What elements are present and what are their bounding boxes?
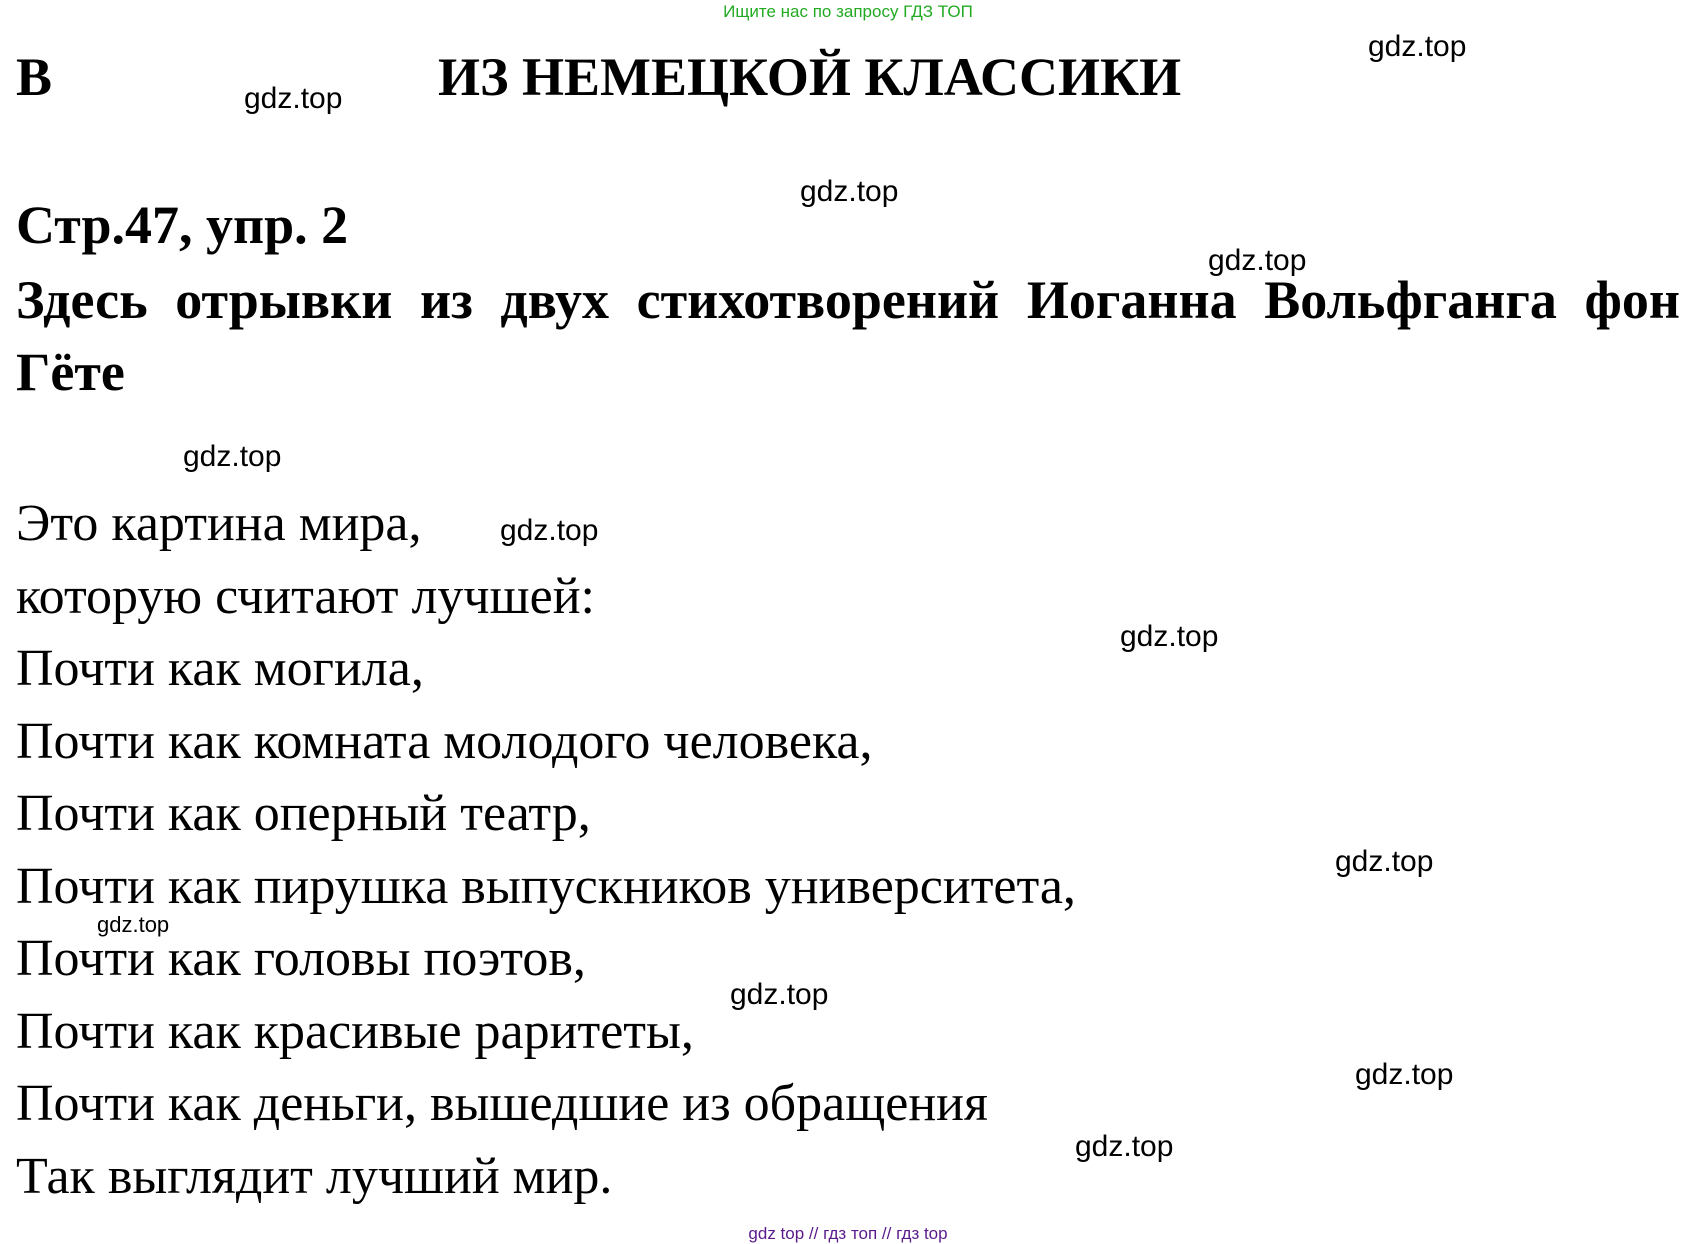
poem-line: Почти как могила,: [16, 640, 424, 697]
poem-line: которую считают лучшей:: [16, 567, 595, 625]
bottom-banner: gdz top // гдз топ // гдз top: [748, 1224, 948, 1243]
watermark: gdz.top: [183, 440, 282, 473]
watermark: gdz.top: [800, 175, 899, 208]
watermark: gdz.top: [1208, 244, 1307, 277]
watermark: gdz.top: [1335, 845, 1434, 878]
poem-line: Это картина мира,: [16, 495, 422, 552]
poem-line: Почти как красивые раритеты,: [16, 1002, 694, 1060]
exercise-title: Стр.47, упр. 2: [16, 195, 349, 255]
watermark: gdz.top: [730, 978, 829, 1011]
watermark: gdz.top: [1075, 1130, 1174, 1163]
poem-line: Почти как деньги, вышедшие из обращения: [16, 1075, 988, 1132]
watermark: gdz.top: [1355, 1058, 1454, 1091]
watermark: gdz.top: [97, 912, 170, 937]
section-title: ИЗ НЕМЕЦКОЙ КЛАССИКИ: [438, 47, 1182, 107]
poem-line: Почти как комната молодого человека,: [16, 712, 873, 770]
intro-text: Здесь отрывки из двух стихотворений Иоганна Вольфганга фон Гёте: [16, 270, 1680, 402]
top-banner: Ищите нас по запросу ГДЗ ТОП: [723, 2, 973, 21]
watermark: gdz.top: [244, 82, 343, 115]
poem-line: Почти как оперный театр,: [16, 785, 591, 842]
section-letter: В: [16, 47, 53, 107]
poem-line: Почти как головы поэтов,: [16, 930, 586, 987]
watermark: gdz.top: [1368, 30, 1467, 63]
poem: [16, 488, 1076, 1213]
watermark: gdz.top: [500, 514, 599, 547]
poem-line: Почти как пирушка выпускников университета,: [16, 857, 1076, 915]
watermark: gdz.top: [1120, 620, 1219, 653]
poem-line: Так выглядит лучший мир.: [16, 1147, 613, 1205]
